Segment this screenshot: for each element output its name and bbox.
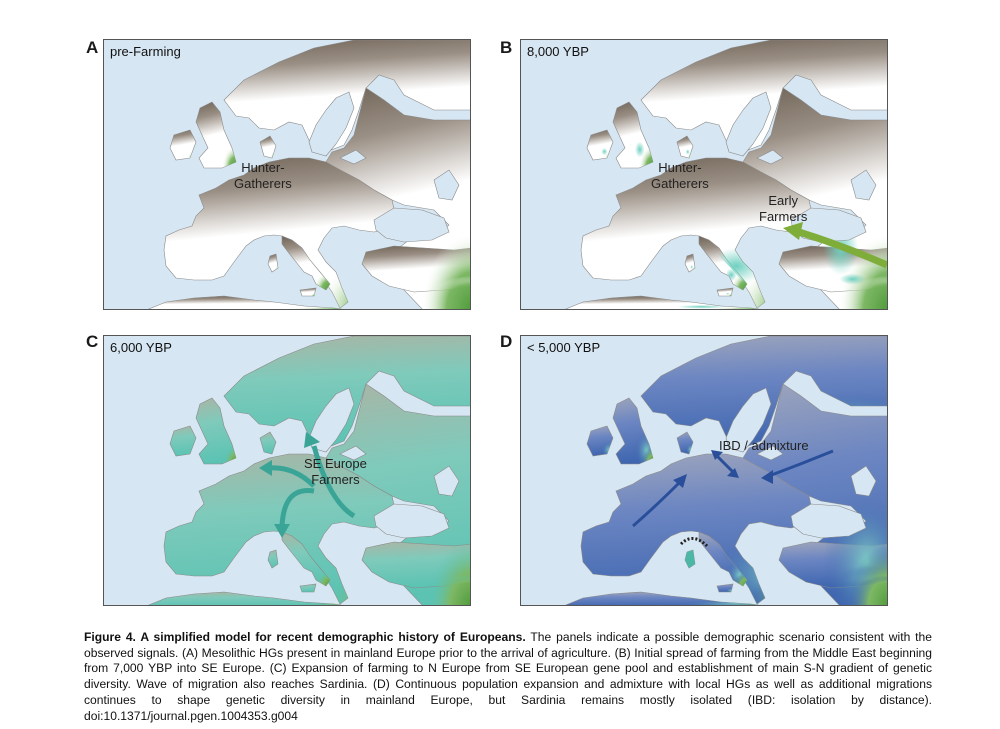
panel-c-map bbox=[104, 336, 471, 606]
caption-body: The panels indicate a possible demographic scenario consistent with the observed signals. (A) Mesolithic HGs present in mainland Europe prior to the arrival of agriculture. (B) Initial spread of farming from the Middle East beginning from 7,000 YBP into SE Europe. (C) Expansion of farming to N Europe from SE European gene pool and establishment of main S-N gradient of genetic diversity. Wave of migration also reaches Sardinia. (D) Continuous population expansion and admixture with local HGs as well as additional migrations continues to shape genetic diversity in mainland Europe, but Sardinia remains mostly isolated (IBD: isolation by distance). bbox=[84, 630, 932, 707]
panel-a-label: pre-Farming bbox=[110, 44, 181, 59]
hunter-gatherers-label: Hunter- Gatherers bbox=[234, 160, 292, 191]
panel-c-label: 6,000 YBP bbox=[110, 340, 172, 355]
panel-b bbox=[520, 39, 888, 310]
panel-b-letter: B bbox=[500, 38, 513, 57]
panel-d-map bbox=[521, 336, 888, 606]
hunter-gatherers-label: Hunter- Gatherers bbox=[651, 160, 709, 191]
se-europe-farmers-label: SE Europe Farmers bbox=[304, 456, 367, 487]
ibd-admixture-label: IBD / admixture bbox=[719, 438, 809, 453]
panel-a-letter: A bbox=[86, 38, 99, 57]
panel-c-letter: C bbox=[86, 332, 99, 351]
caption-doi: doi:10.1371/journal.pgen.1004353.g004 bbox=[84, 708, 298, 723]
panel-d-label: < 5,000 YBP bbox=[527, 340, 601, 355]
early-farmers-label: Early Farmers bbox=[759, 193, 808, 224]
panel-c bbox=[103, 335, 471, 606]
panel-d bbox=[520, 335, 888, 606]
panel-a bbox=[103, 39, 471, 310]
panel-d-letter: D bbox=[500, 332, 513, 351]
figure-caption bbox=[84, 630, 932, 724]
panel-b-label: 8,000 YBP bbox=[527, 44, 589, 59]
caption-title: Figure 4. A simplified model for recent demographic history of Europeans. bbox=[84, 630, 526, 644]
